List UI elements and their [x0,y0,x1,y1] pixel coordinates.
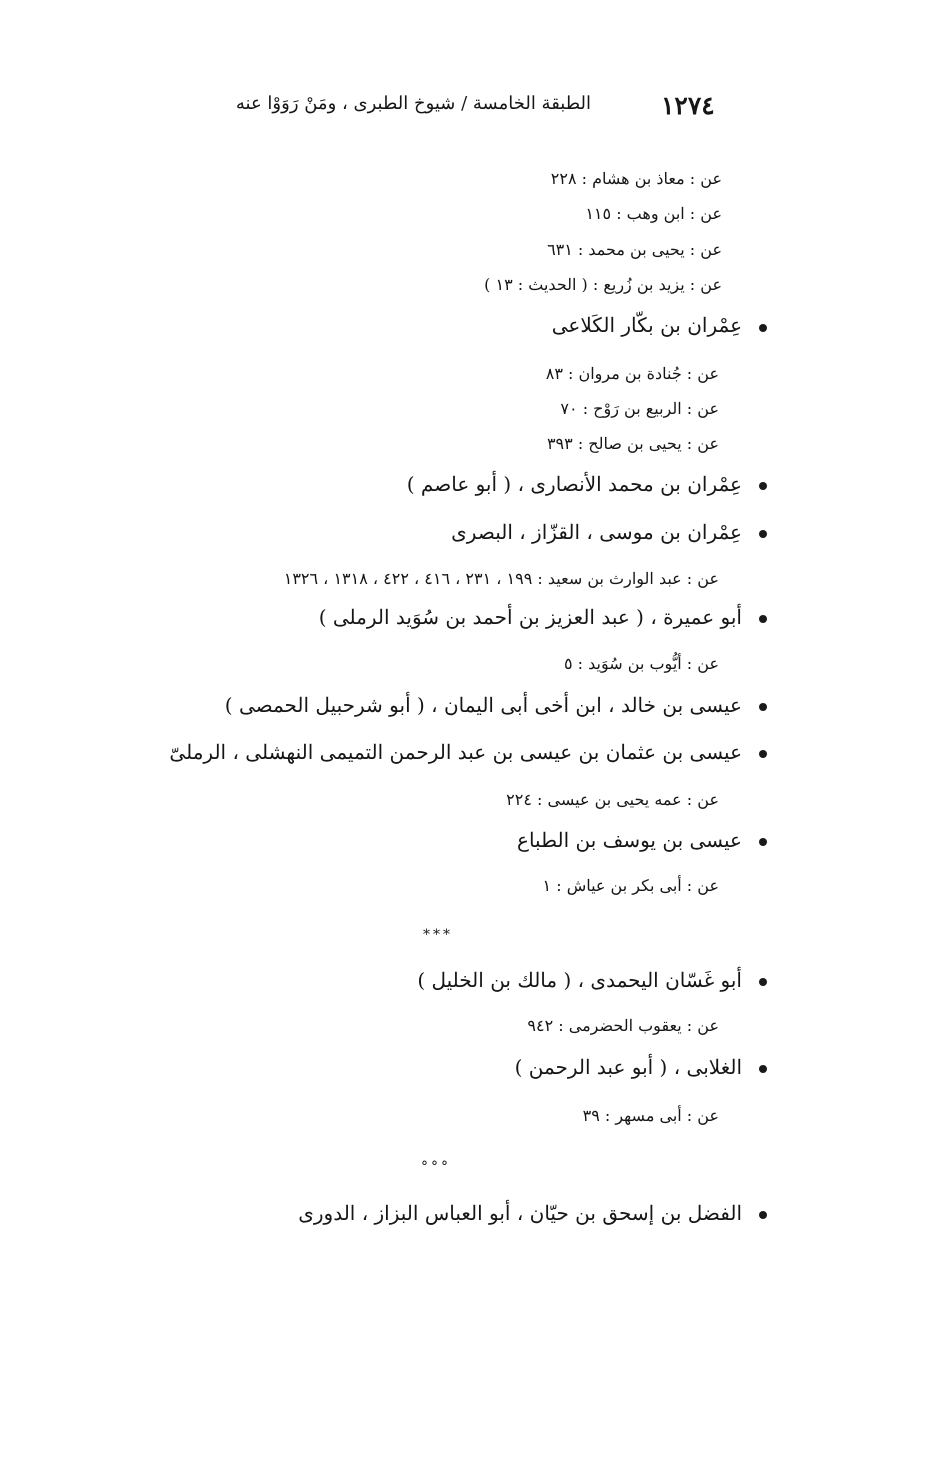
entry-bullet [759,978,767,986]
narrator-line: عن : جُنادة بن مروان : ٨٣ [545,364,719,383]
entry-bullet [759,1211,767,1219]
entry-heading: الغلابى ، ( أبو عبد الرحمن ) [514,1055,742,1079]
narrator-line: عن : أبى مسهر : ٣٩ [582,1106,719,1125]
narrator-line: عن : ابن وهب : ١١٥ [585,204,722,223]
entry-bullet [759,838,767,846]
entry-heading: عيسى بن عثمان بن عيسى بن عبد الرحمن التميمى النهشلى ، الرملىّ [169,740,742,764]
entry-bullet [759,530,767,538]
narrator-line: عن : يزيد بن زُريع : ( الحديث : ١٣ ) [484,275,722,294]
narrator-line: عن : معاذ بن هشام : ٢٢٨ [550,169,722,188]
page-number: ١٢٧٤ [661,91,715,120]
entry-heading: عِمْران بن بكّار الكَلاعى [551,313,742,337]
entry-heading: الفضل بن إسحق بن حيّان ، أبو العباس البزاز ، الدورى [298,1201,742,1225]
entry-heading: أبو عميرة ، ( عبد العزيز بن أحمد بن سُوَيد الرملى ) [318,605,742,629]
narrator-line: عن : عبد الوارث بن سعيد : ١٩٩ ، ٢٣١ ، ٤١٦ ، ٤٢٢ ، ١٣١٨ ، ١٣٢٦ [283,569,719,588]
entry-bullet [759,703,767,711]
entry-heading: عيسى بن خالد ، ابن أخى أبى اليمان ، ( أبو شرحبيل الحمصى ) [224,693,742,717]
narrator-line: عن : يعقوب الحضرمى : ٩٤٢ [527,1016,719,1035]
narrator-line: عن : يحيى بن صالح : ٣٩٣ [546,434,719,453]
entry-bullet [759,615,767,623]
entry-bullet [759,1065,767,1073]
narrator-line: عن : عمه يحيى بن عيسى : ٢٢٤ [506,790,719,809]
narrator-line: عن : أيُّوب بن سُوَيد : ٥ [564,654,719,673]
narrator-line: عن : الربيع بن رَوْح : ٧٠ [560,399,719,418]
entry-heading: عِمْران بن موسى ، القزّاز ، البصرى [451,520,742,544]
narrator-line: عن : أبى بكر بن عياش : ١ [542,876,719,895]
narrator-line: عن : يحيى بن محمد : ٦٣١ [547,240,722,259]
entry-heading: أبو غَسّان اليحمدى ، ( مالك بن الخليل ) [417,968,742,992]
entry-heading: عِمْران بن محمد الأنصارى ، ( أبو عاصم ) [406,472,742,496]
entry-bullet [759,482,767,490]
entry-bullet [759,324,767,332]
running-title: الطبقة الخامسة / شيوخ الطبرى ، ومَنْ رَوَوْا عنه [235,93,591,114]
section-separator: °°° [421,1159,451,1175]
entry-heading: عيسى بن يوسف بن الطباع [517,828,742,852]
section-separator: *** [423,927,453,943]
entry-bullet [759,750,767,758]
